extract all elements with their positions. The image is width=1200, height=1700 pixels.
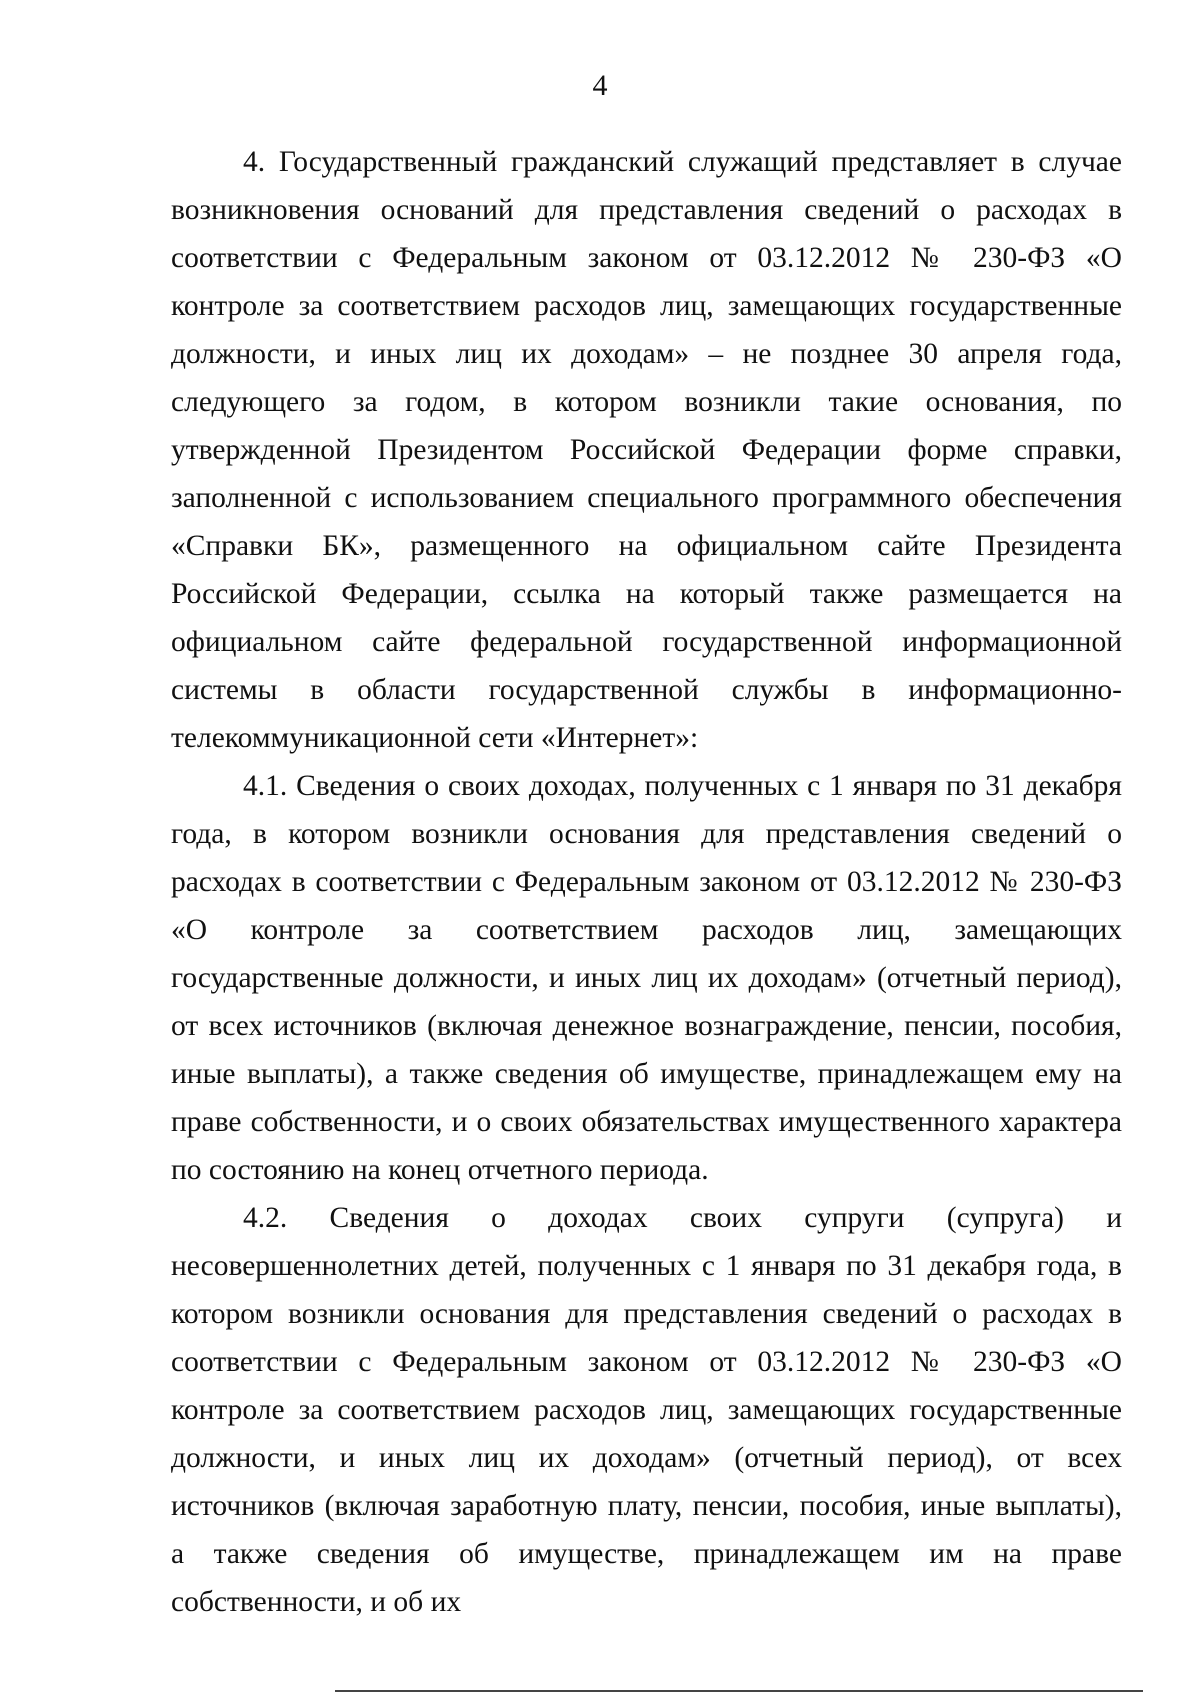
document-body	[171, 138, 1122, 1626]
paragraph-4-1: 4.1. Сведения о своих доходах, полученных с 1 января по 31 декабря года, в котором возникли основания для представления сведений о расходах в соответствии с Федеральным законом от 03.12.2012 № 230-ФЗ «О контроле за соответствием расходов лиц, замещающих государственные должности, и иных лиц их доходам» (отчетный период), от всех источников (включая денежное вознаграждение, пенсии, пособия, иные выплаты), а также сведения об имуществе, принадлежащем ему на праве собственности, и о своих обязательствах имущественного характера по состоянию на конец отчетного периода.	[171, 770, 1122, 1186]
page-number: 4	[592, 69, 608, 102]
paragraph-4: 4. Государственный гражданский служащий представляет в случае возникновения оснований для представления сведений о расходах в соответствии с Федеральным законом от 03.12.2012 № 230-ФЗ «О контроле за соответствием расходов лиц, замещающих государственные должности, и иных лиц их доходам» – не позднее 30 апреля года, следующего за годом, в котором возникли такие основания, по утвержденной Президентом Российской Федерации форме справки, заполненной с использованием специального программного обеспечения «Справки БК», размещенного на официальном сайте Президента Российской Федерации, ссылка на который также размещается на официальном сайте федеральной государственной информационной системы в области государственной службы в информационно-телекоммуникационной сети «Интернет»:	[171, 146, 1122, 754]
paragraph-4-2: 4.2. Сведения о доходах своих супруги (супруга) и несовершеннолетних детей, полученных с 1 января по 31 декабря года, в котором возникли основания для представления сведений о расходах в соответствии с Федеральным законом от 03.12.2012 № 230-ФЗ «О контроле за соответствием расходов лиц, замещающих государственные должности, и иных лиц их доходам» (отчетный период), от всех источников (включая заработную плату, пенсии, пособия, иные выплаты), а также сведения об имуществе, принадлежащем им на праве собственности, и об их	[171, 1202, 1122, 1618]
bottom-rule	[335, 1690, 1143, 1692]
